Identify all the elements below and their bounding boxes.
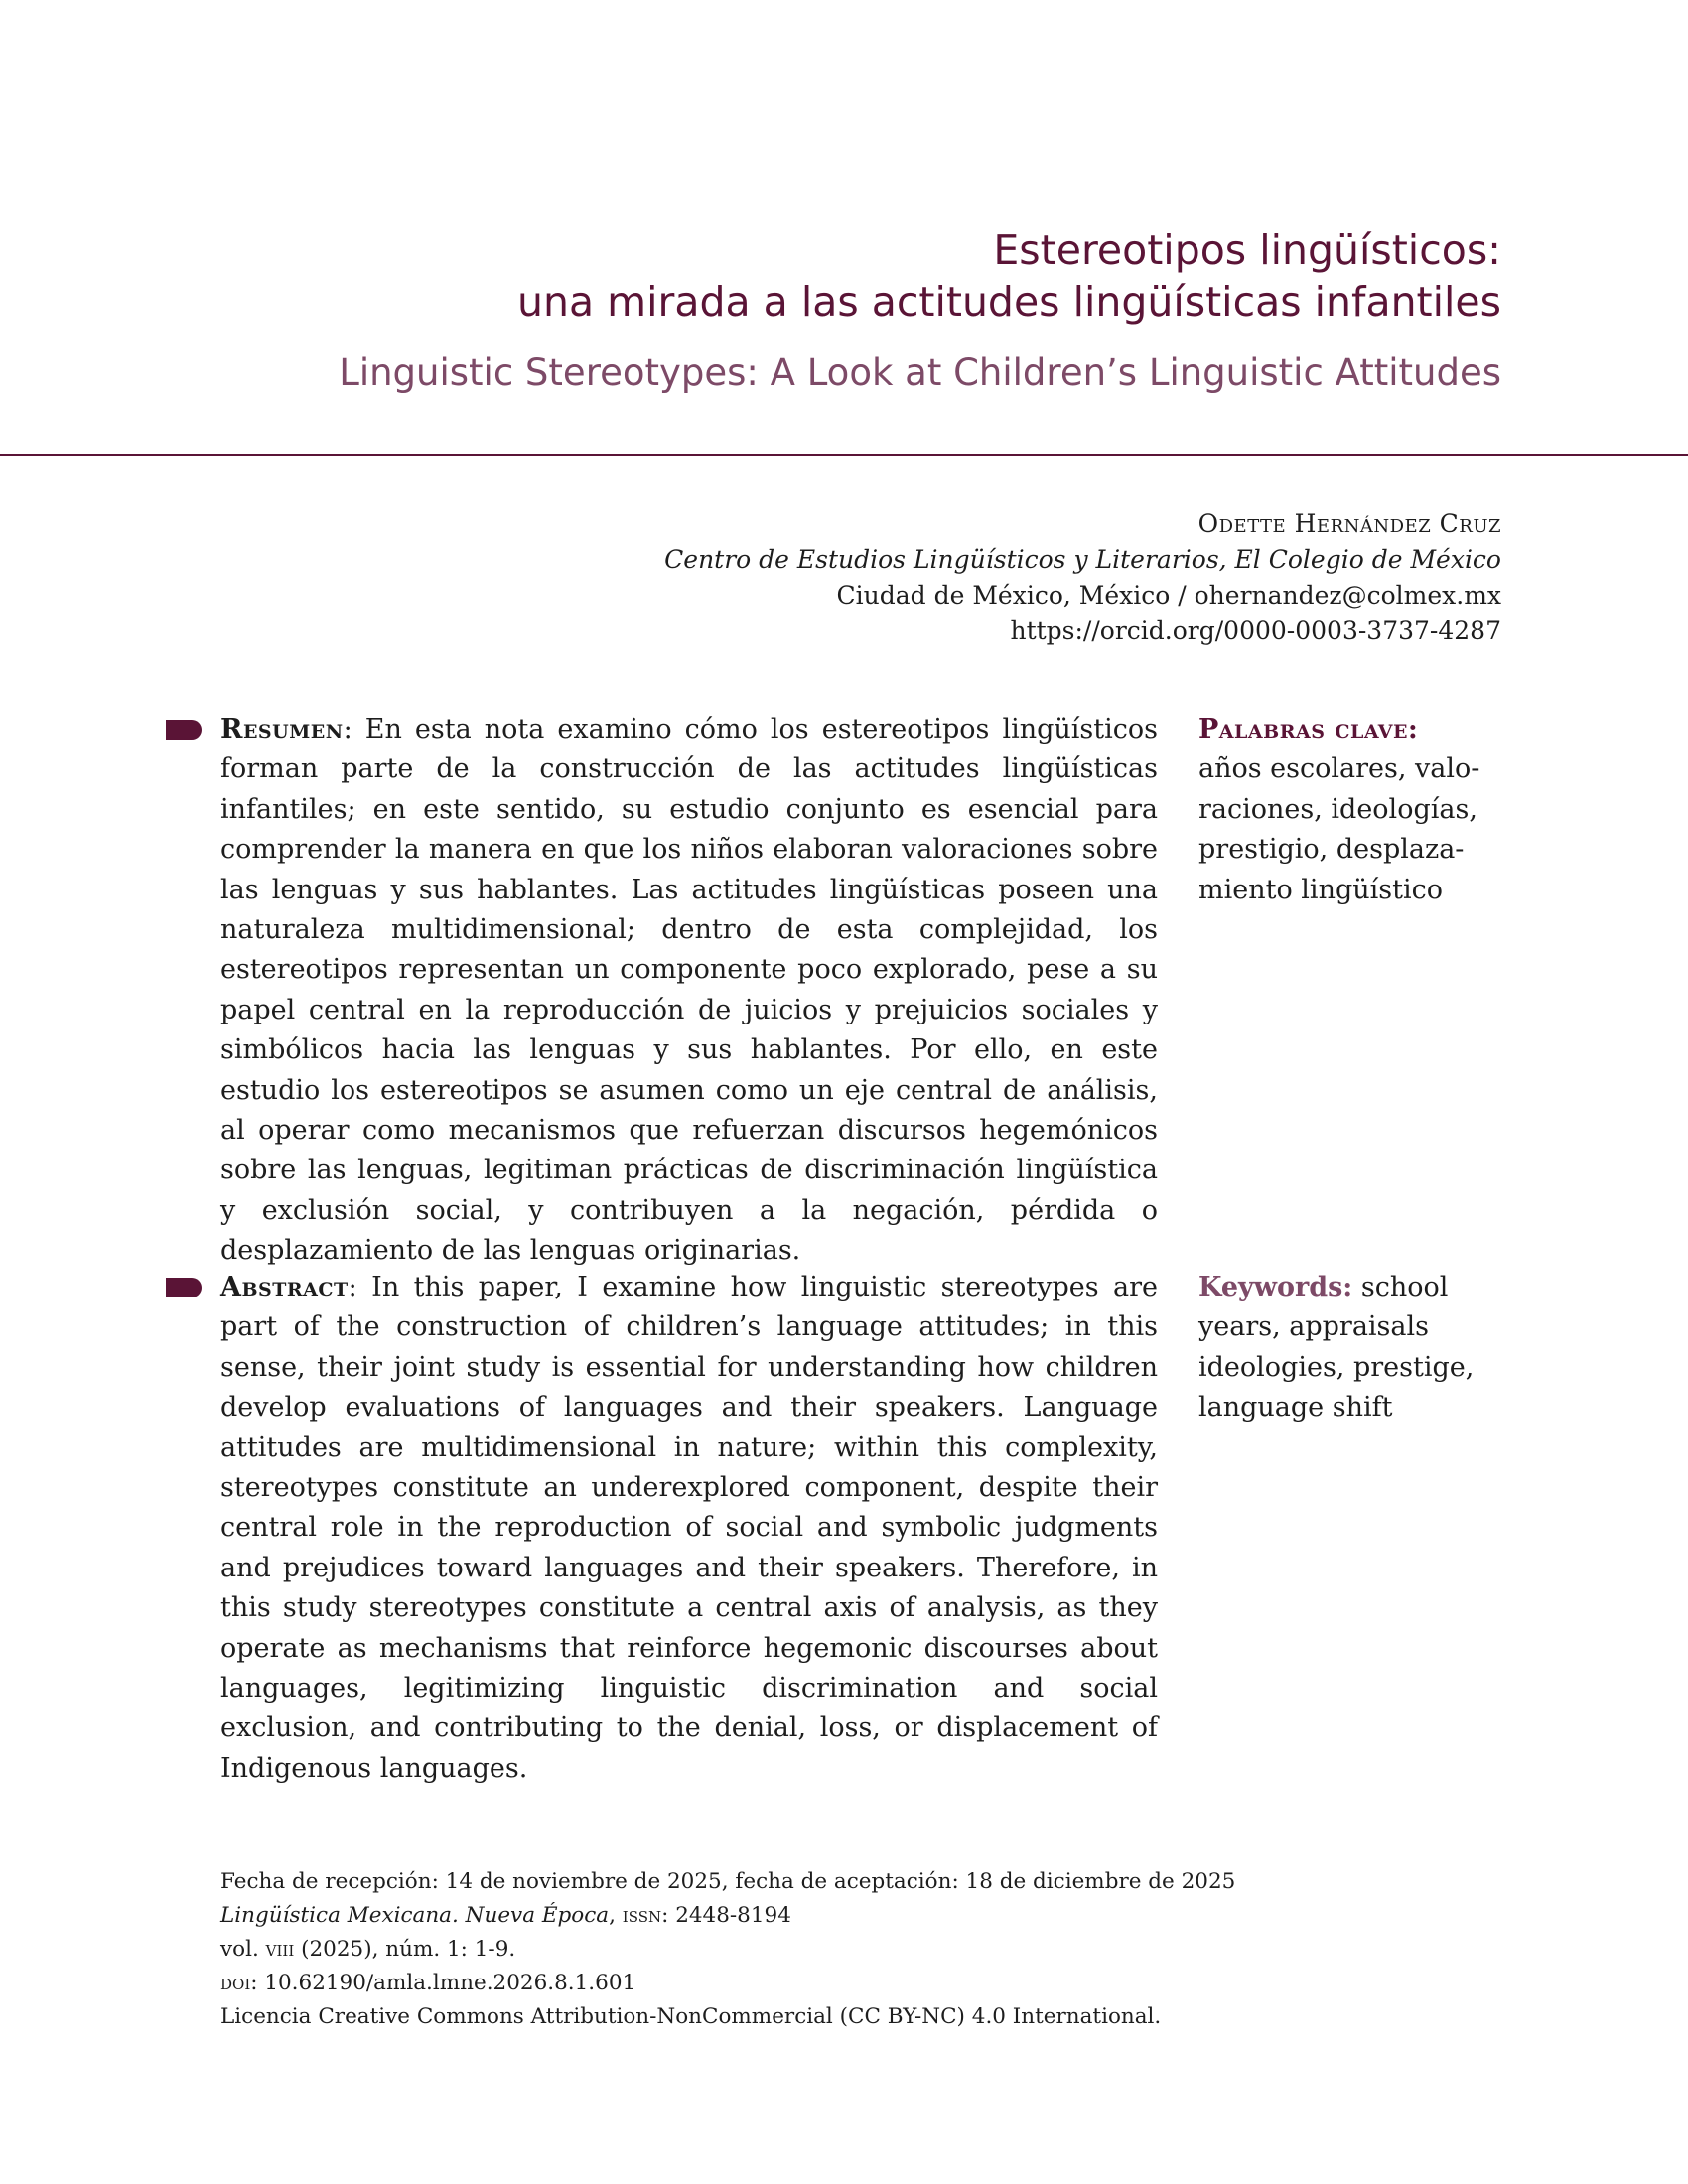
palabras-clave-line: prestigio, desplaza- (1198, 834, 1465, 866)
footer-dates: Fecha de recepción: 14 de noviembre de 2025, fecha de aceptación: 18 de diciembre de 2025 (220, 1869, 1236, 1894)
keywords-heading: Keywords: (1198, 1272, 1353, 1302)
resumen-section (220, 710, 1158, 1272)
section-marker-icon (166, 1278, 202, 1297)
palabras-clave-heading: Palabras clave: (1198, 714, 1419, 745)
volume-roman: viii (265, 1937, 295, 1962)
resumen-text: En esta nota examino cómo los estereotipos lingüísticos forman parte de la construcción de las actitudes lingüísticas infantiles; en este sentido, su estudio conjunto es esencial para comprender la manera en que los niños elaboran valoraciones sobre las lenguas y sus hablantes. Las actitudes lingüísticas poseen una naturaleza multidimensional; dentro de esta complejidad, los estereotipos representan un componente poco explorado, pese a su papel central en la reproducción de juicios y prejuicios sociales y simbólicos hacia las lenguas y sus hablantes. Por ello, en este estudio los estereotipos se asumen como un eje central de análisis, al operar como mecanismos que refuerzan discursos hegemónicos sobre las lenguas, legitiman prácticas de discriminación lingüística y exclusión social, y contribuyen a la negación, pérdida o desplazamiento de las lenguas originarias. (220, 714, 1158, 1267)
title-spanish (0, 224, 1501, 328)
keywords-block (1198, 1268, 1496, 1429)
keywords-line: years, appraisals (1198, 1311, 1430, 1343)
publication-footer (220, 1865, 1235, 2034)
footer-volume-line (220, 1933, 1235, 1967)
author-name: Odette Hernández Cruz (1197, 509, 1501, 538)
abstract-separator: : (348, 1272, 357, 1302)
keywords-line: school (1352, 1272, 1449, 1302)
journal-name: Lingüística Mexicana. Nueva Época (220, 1903, 610, 1928)
section-marker-icon (166, 720, 202, 740)
volume-prefix: vol. (220, 1937, 266, 1962)
author-institution: Centro de Estudios Lingüísticos y Literarios, El Colegio de México (664, 545, 1501, 574)
palabras-clave-line: miento lingüístico (1198, 874, 1443, 905)
issn-value: : 2448-8194 (661, 1903, 791, 1928)
palabras-clave-line: años escolares, valo- (1198, 753, 1480, 785)
abstract-text: In this paper, I examine how linguistic stereotypes are part of the construction of children’s language attitudes; in this sense, their joint study is essential for understanding how children develop evaluations of languages and their speakers. Language attitudes are multidimensional in nature; within this complexity, stereotypes constitute an underexplored component, despite their central role in the reproduction of social and symbolic judgments and prejudices toward languages and their speakers. Therefore, in this study stereotypes constitute a central axis of analysis, as they operate as mechanisms that reinforce hegemonic discourses about languages, legitimizing linguistic discrimination and social exclusion, and contributing to the denial, loss, or displacement of Indigenous languages. (220, 1272, 1158, 1784)
author-block (664, 506, 1501, 649)
footer-license: Licencia Creative Commons Attribution-NonCommercial (CC BY-NC) 4.0 International. (220, 2004, 1162, 2029)
doi-label: doi (220, 1971, 251, 1995)
title-divider (0, 454, 1688, 456)
title-english: Linguistic Stereotypes: A Look at Children’s Linguistic Attitudes (339, 351, 1501, 394)
footer-journal-line: Lingüística Mexicana. Nueva Época, issn: 2448-8194 (220, 1903, 791, 1928)
keywords-line: language shift (1198, 1392, 1393, 1424)
palabras-clave-line: raciones, ideologías, (1198, 793, 1477, 825)
issn-label: issn (622, 1903, 662, 1928)
volume-rest: (2025), núm. 1: 1-9. (294, 1937, 516, 1962)
abstract-heading: Abstract (220, 1272, 349, 1302)
resumen-heading: Resumen (220, 714, 344, 745)
article-title-block (0, 224, 1501, 397)
title-spanish-line2: una mirada a las actitudes lingüísticas infantiles (517, 278, 1501, 326)
title-spanish-line1: Estereotipos lingüísticos: (993, 226, 1501, 274)
doi-value[interactable]: : 10.62190/amla.lmne.2026.8.1.601 (250, 1971, 636, 1995)
palabras-clave-block (1198, 710, 1496, 910)
author-orcid-link[interactable]: https://orcid.org/0000-0003-3737-4287 (1010, 616, 1501, 645)
footer-doi-line[interactable] (220, 1967, 1235, 2000)
author-location-email: Ciudad de México, México / ohernandez@colmex.mx (836, 581, 1501, 610)
abstract-section (220, 1268, 1158, 1789)
resumen-separator: : (343, 714, 352, 745)
keywords-line: ideologies, prestige, (1198, 1351, 1475, 1383)
